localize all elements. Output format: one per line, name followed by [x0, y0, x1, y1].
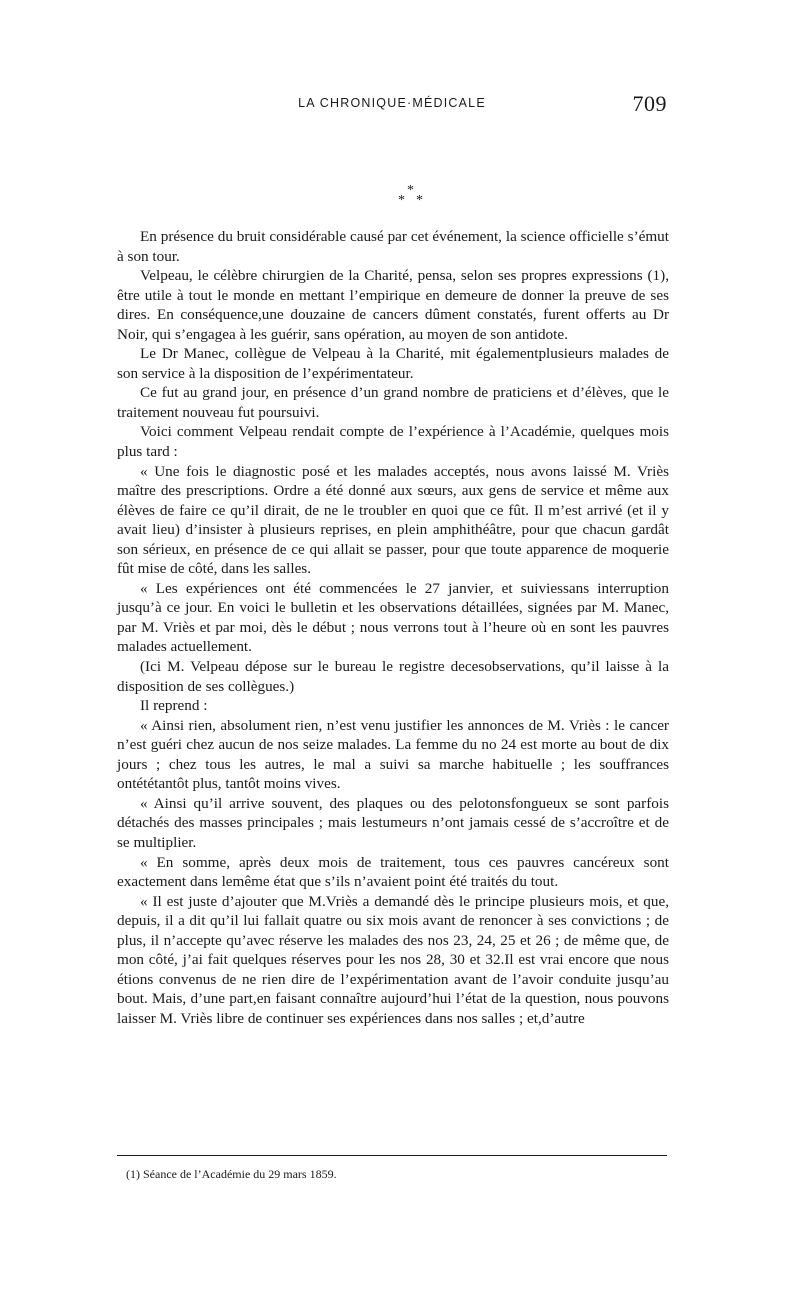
paragraph: Le Dr Manec, collègue de Velpeau à la Charité, mit égalementplusieurs malades de son service à la disposition de l’expérimentateur. [117, 345, 669, 382]
paragraph: (Ici M. Velpeau dépose sur le bureau le registre decesobservations, qu’il laisse à la disposition de ses collègues.) [117, 658, 669, 695]
paragraph: « En somme, après deux mois de traitement, tous ces pauvres cancéreux sont exactement dans lemême état que s’ils n’avaient point été traités du tout. [117, 853, 669, 891]
paragraph: Voici comment Velpeau rendait compte de l’expérience à l’Académie, quelques mois plus tard : [117, 423, 669, 461]
paragraph: « Il est juste d’ajouter que M.Vriès a demandé dès le principe plusieurs mois, et que, depuis, il a dit qu’il lui fallait quatre ou six mois avant de renoncer à ses convictions ; de plus, il n’accepte qu’avec réserve les malades des nos 23, 24, 25 et 26 ; de même que, de mon côté, j’ai fait quelques réserves pour les nos 28, 30 et 32.Il est vrai encore que nous étions convenus de ne rien dire de l’expérimentation avant de l’avoir conduite jusqu’au bout. Mais, d’une part,en faisant connaître aujourd’hui l’état de la question, nous pouvons laisser M. Vriès libre de continuer ses expériences dans nos salles ; et,d’autre [117, 892, 669, 1027]
paragraph: « Les expériences ont été commencées le 27 janvier, et suiviessans interruption jusqu’à ce jour. En voici le bulletin et les observations détaillées, signées par M. Manec, par M. Vriès et par moi, dès le début ; nous verrons tout à l’heure où en sont les pauvres malades actuellement. [117, 579, 669, 656]
asterisk-icon: * [407, 183, 414, 198]
footnote: (1) Séance de l’Académie du 29 mars 1859. [126, 1167, 337, 1181]
footnote-rule [117, 1155, 667, 1156]
paragraph: Ce fut au grand jour, en présence d’un grand nombre de praticiens et d’élèves, que le traitement nouveau fut poursuivi. [117, 384, 669, 421]
paragraph: Il reprend : [140, 697, 208, 715]
asterisk-icon: * [416, 193, 423, 208]
paragraph: « Ainsi qu’il arrive souvent, des plaques ou des pelotonsfongueux se sont parfois détachés des masses principales ; mais lestumeurs n’ont jamais cessé de s’accroître et de se multiplier. [117, 794, 669, 851]
asterisk-icon: * [398, 193, 405, 208]
running-title: LA CHRONIQUE·MÉDICALE [298, 96, 486, 110]
paragraph: En présence du bruit considérable causé par cet événement, la science officielle s’émut à son tour. [117, 228, 669, 265]
running-head [117, 91, 667, 116]
paragraph: « Ainsi rien, absolument rien, n’est venu justifier les annonces de M. Vriès : le cancer n’est guéri chez aucun de nos seize malades. La femme du no 24 est morte au bout de dix jours ; chez tous les autres, le mal a suivi sa marche habituelle ; les souffrances ontététantôt plus, tantôt moins vives. [117, 716, 669, 793]
asterism-ornament [0, 184, 800, 219]
paragraph: Velpeau, le célèbre chirurgien de la Charité, pensa, selon ses propres expressions (1), être utile à tout le monde en mettant l’empirique en demeure de donner la preuve de ses dires. En conséquence,une douzaine de cancers dûment constatés, furent offerts au Dr Noir, qui s’engagea à les guérir, sans opération, au moyen de son antidote. [117, 267, 669, 343]
paragraph: « Une fois le diagnostic posé et les malades acceptés, nous avons laissé M. Vriès maître des prescriptions. Ordre a été donné aux sœurs, aux gens de service et même aux élèves de faire ce qu’il dirait, de ne le troubler en quoi que ce fût. Il m’est arrivé (et il y avait lieu) d’insister à plusieurs reprises, en plein amphithéâtre, pour que chacun gardât son sérieux, en présence de ce qui allait se passer, pour que toute apparence de moquerie fût mise de côté, dans les salles. [117, 462, 669, 578]
body-text [117, 227, 669, 1028]
page-number: 709 [632, 91, 667, 116]
